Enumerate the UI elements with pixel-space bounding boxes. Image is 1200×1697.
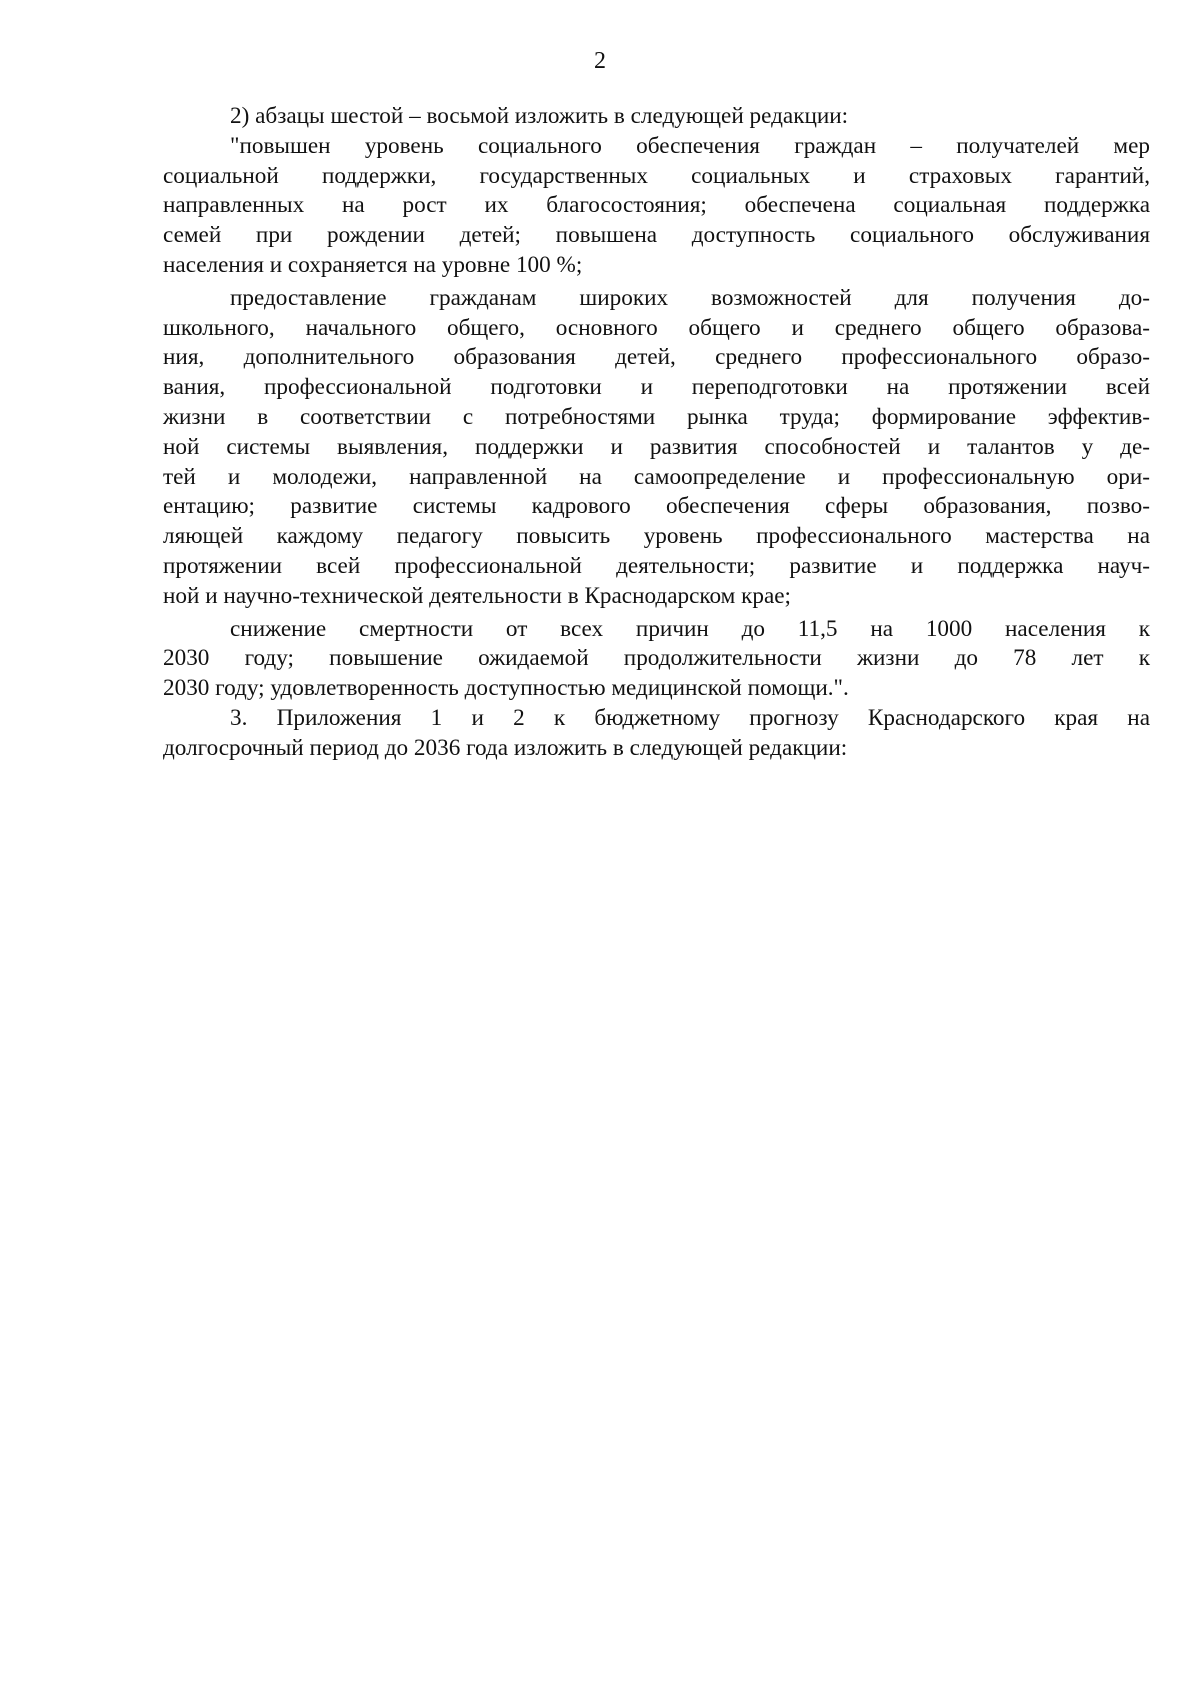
text-line: вания, профессиональной подготовки и переподготовки на протяжении всей (163, 374, 1150, 401)
page-number: 2 (594, 48, 606, 74)
text-line: долгосрочный период до 2036 года изложить в следующей редакции: (163, 734, 848, 761)
text-line: семей при рождении детей; повышена доступность социального обслуживания (163, 222, 1150, 249)
text-line: ния, дополнительного образования детей, среднего профессионального образо- (163, 344, 1150, 371)
text-line: ной и научно-технической деятельности в Краснодарском крае; (163, 582, 791, 609)
text-line: предоставление гражданам широких возможностей для получения до- (230, 284, 1150, 311)
text-line: 2030 году; удовлетворенность доступностью медицинской помощи.". (163, 675, 849, 702)
paragraph-health (163, 615, 1150, 704)
paragraph-education (163, 284, 1150, 612)
text-line: ной системы выявления, поддержки и развития способностей и талантов у де- (163, 433, 1150, 460)
text-line: снижение смертности от всех причин до 11,5 на 1000 населения к (230, 615, 1150, 642)
text-line: 3. Приложения 1 и 2 к бюджетному прогнозу Краснодарского края на (230, 704, 1150, 731)
document-body (163, 102, 1150, 764)
text-line: ляющей каждому педагогу повысить уровень профессионального мастерства на (163, 523, 1150, 550)
text-line: жизни в соответствии с потребностями рынка труда; формирование эффектив- (163, 403, 1150, 430)
text-line: социальной поддержки, государственных социальных и страховых гарантий, (163, 162, 1150, 189)
text-line: школьного, начального общего, основного общего и среднего общего образова- (163, 314, 1150, 341)
paragraph-social-support (163, 132, 1150, 281)
text-line: направленных на рост их благосостояния; обеспечена социальная поддержка (163, 192, 1150, 219)
text-line: населения и сохраняется на уровне 100 %; (163, 251, 583, 278)
text-line: "повышен уровень социального обеспечения граждан – получателей мер (230, 132, 1150, 159)
text-line: тей и молодежи, направленной на самоопределение и профессиональную ори- (163, 463, 1150, 490)
text-line: 2030 году; повышение ожидаемой продолжительности жизни до 78 лет к (163, 645, 1150, 672)
text-line: ентацию; развитие системы кадрового обеспечения сферы образования, позво- (163, 493, 1150, 520)
text-line: 2) абзацы шестой – восьмой изложить в следующей редакции: (230, 103, 849, 129)
text-line: протяжении всей профессиональной деятельности; развитие и поддержка науч- (163, 552, 1150, 579)
paragraph-item3-appendices (163, 704, 1150, 764)
paragraph-item2-intro (163, 102, 1150, 132)
